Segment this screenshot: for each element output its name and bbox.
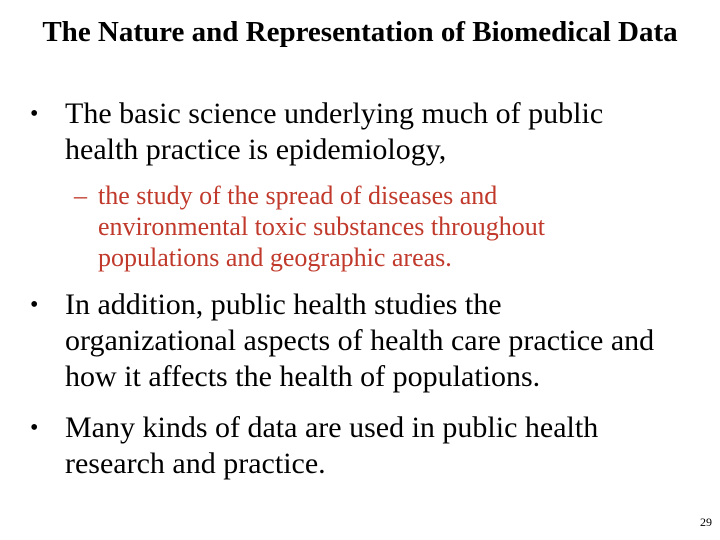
bullet-text: Many kinds of data are used in public health research and practice. [65, 411, 599, 480]
bullet-marker: • [30, 292, 39, 318]
bullet-marker: • [30, 415, 39, 441]
sub-bullet-text: the study of the spread of diseases and environmental toxic substances throughout populations and geographic areas. [98, 181, 545, 272]
sub-bullet-marker: – [74, 181, 87, 210]
bullet-text: In addition, public health studies the organizational aspects of health care practice and how it affects the health of populations. [65, 288, 655, 393]
slide-title: The Nature and Representation of Biomedical Data [42, 16, 678, 48]
bullet-item-2 [30, 287, 670, 395]
bullet-item-1 [30, 96, 670, 168]
bullet-marker: • [30, 101, 39, 127]
page-number: 29 [700, 515, 712, 529]
sub-bullet-item-1 [74, 180, 634, 273]
bullet-item-3 [30, 410, 670, 482]
bullet-text: The basic science underlying much of public health practice is epidemiology, [65, 97, 604, 166]
